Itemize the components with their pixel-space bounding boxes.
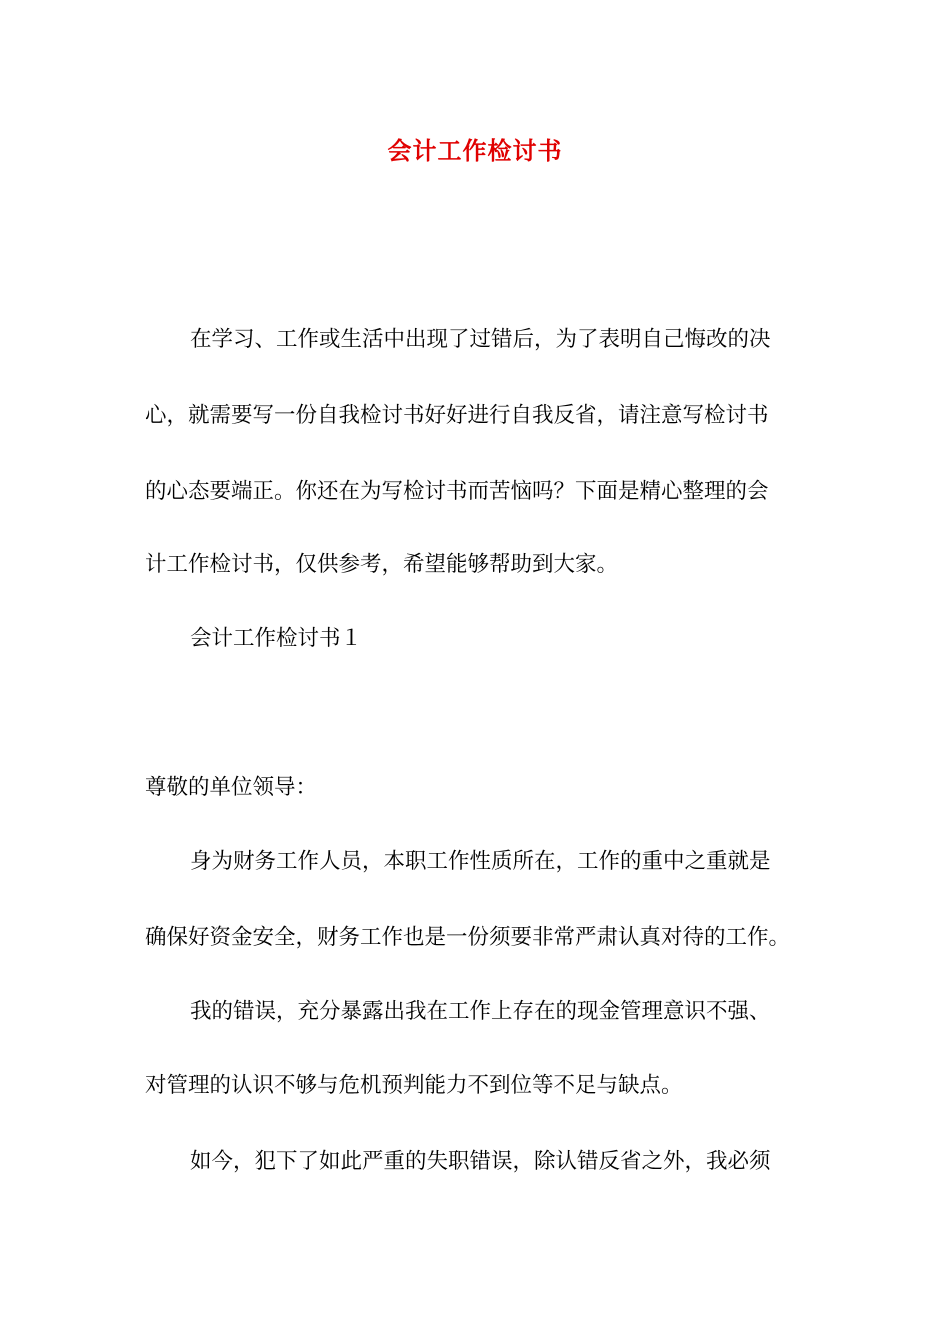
section-heading: 会计工作检讨书１ bbox=[190, 626, 363, 651]
paragraph-line: 如今，犯下了如此严重的失职错误，除认错反省之外，我必须 bbox=[190, 1149, 771, 1174]
paragraph-line: 我的错误，充分暴露出我在工作上存在的现金管理意识不强、 bbox=[190, 999, 771, 1024]
paragraph-line: 在学习、工作或生活中出现了过错后，为了表明自己悔改的决 bbox=[190, 327, 771, 352]
paragraph-line: 的心态要端正。你还在为写检讨书而苦恼吗？下面是精心整理的会 bbox=[145, 479, 769, 504]
paragraph-line: 计工作检讨书，仅供参考，希望能够帮助到大家。 bbox=[145, 552, 619, 577]
paragraph-line: 对管理的认识不够与危机预判能力不到位等不足与缺点。 bbox=[145, 1073, 683, 1098]
paragraph-line: 心，就需要写一份自我检讨书好好进行自我反省，请注意写检讨书 bbox=[145, 403, 769, 428]
paragraph-line: 确保好资金安全，财务工作也是一份须要非常严肃认真对待的工作。 bbox=[145, 925, 791, 950]
paragraph-line: 身为财务工作人员，本职工作性质所在，工作的重中之重就是 bbox=[190, 849, 771, 874]
salutation: 尊敬的单位领导： bbox=[145, 775, 318, 800]
document-title: 会计工作检讨书 bbox=[387, 136, 563, 165]
